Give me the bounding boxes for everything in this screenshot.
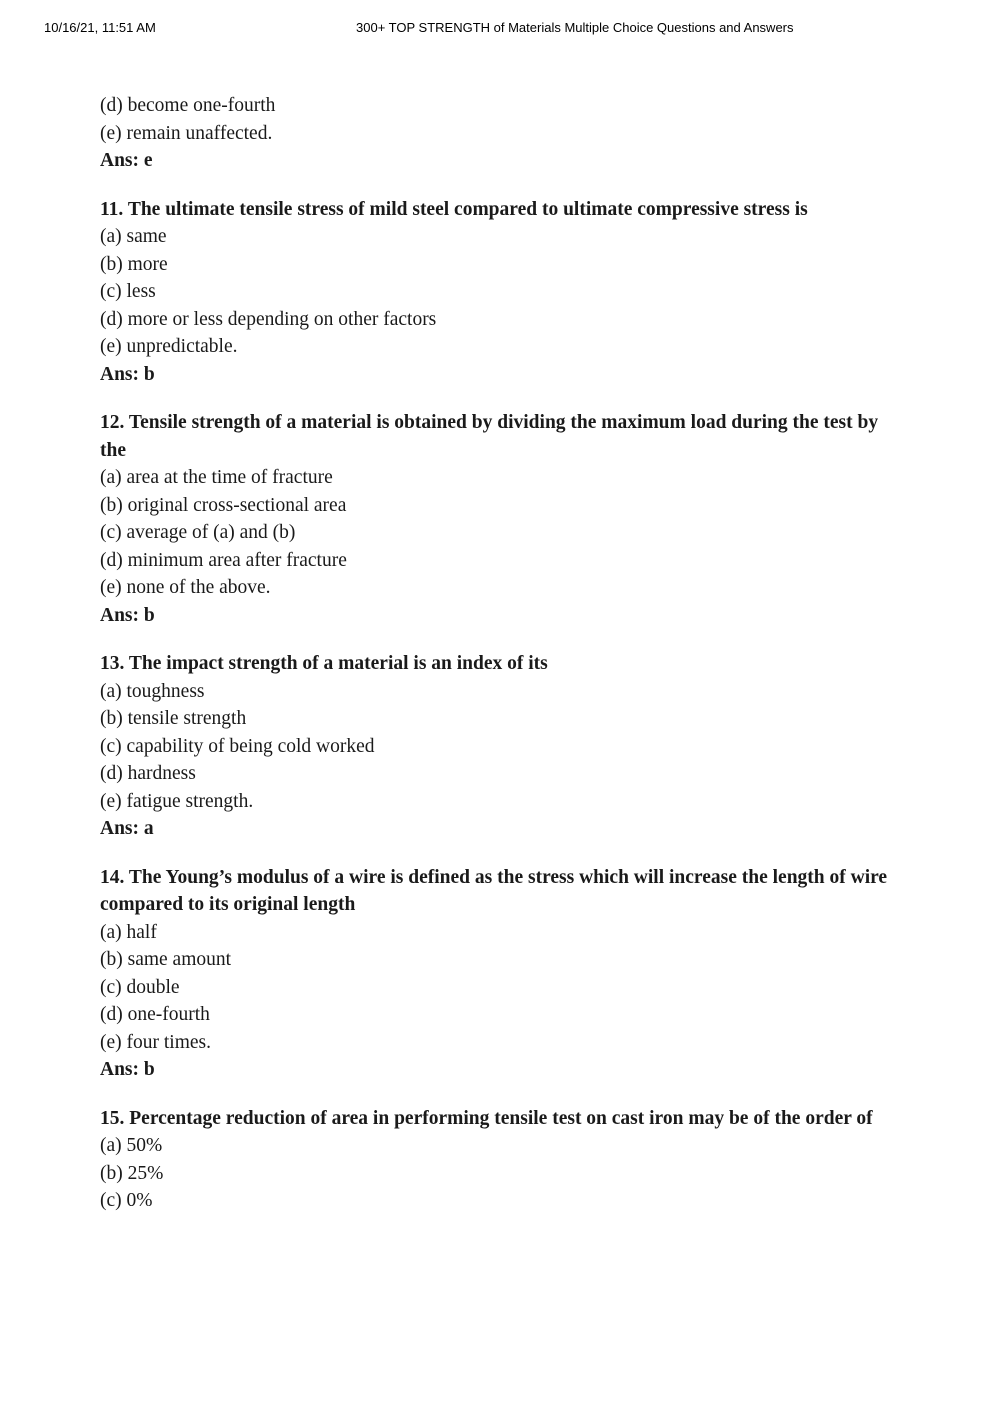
option-e: (e) four times. bbox=[100, 1031, 212, 1053]
option-d: (d) hardness bbox=[100, 763, 196, 784]
question-block-13 bbox=[100, 650, 892, 843]
option-b: (b) more bbox=[100, 253, 168, 275]
print-header bbox=[0, 0, 992, 40]
option-d: (d) more or less depending on other factors bbox=[100, 308, 437, 330]
question-text: 13. The impact strength of a material is an index of its bbox=[100, 653, 548, 674]
option-a: (a) same bbox=[100, 226, 167, 247]
option-a: (a) area at the time of fracture bbox=[100, 467, 333, 488]
option-e: (e) fatigue strength. bbox=[100, 790, 254, 812]
question-text: 14. The Young’s modulus of a wire is defined as the stress which will increase the length of wire compared to its original length bbox=[100, 866, 888, 915]
option-a: (a) half bbox=[100, 921, 157, 943]
question-text: 11. The ultimate tensile stress of mild steel compared to ultimate compressive stress is bbox=[100, 198, 808, 220]
question-block-15 bbox=[100, 1105, 892, 1215]
option-c: (c) capability of being cold worked bbox=[100, 735, 375, 757]
answer-line: Ans: a bbox=[100, 818, 154, 839]
option-e: (e) none of the above. bbox=[100, 577, 271, 598]
option-b: (b) original cross-sectional area bbox=[100, 494, 347, 516]
option-d: (d) one-fourth bbox=[100, 1004, 210, 1025]
question-fragment bbox=[100, 92, 892, 175]
option-c: (c) 0% bbox=[100, 1190, 153, 1211]
answer-line: Ans: b bbox=[100, 604, 155, 626]
option-b: (b) same amount bbox=[100, 949, 232, 970]
answer-line: Ans: e bbox=[100, 150, 153, 171]
option-c: (c) less bbox=[100, 281, 156, 302]
print-timestamp: 10/16/21, 11:51 AM bbox=[44, 20, 156, 35]
option-b: (b) 25% bbox=[100, 1162, 164, 1184]
question-block-11 bbox=[100, 196, 892, 389]
question-block-14 bbox=[100, 864, 892, 1084]
answer-line: Ans: b bbox=[100, 363, 155, 385]
question-text: 12. Tensile strength of a material is obtained by dividing the maximum load during the test by the bbox=[100, 412, 879, 461]
option-a: (a) toughness bbox=[100, 680, 205, 702]
question-block-12 bbox=[100, 409, 892, 629]
option-e: (e) unpredictable. bbox=[100, 336, 238, 357]
document-title: 300+ TOP STRENGTH of Materials Multiple Choice Questions and Answers bbox=[356, 20, 794, 35]
option-b: (b) tensile strength bbox=[100, 708, 247, 729]
option-a: (a) 50% bbox=[100, 1135, 163, 1156]
document-content bbox=[100, 92, 892, 1215]
option-c: (c) average of (a) and (b) bbox=[100, 522, 296, 543]
option-e: (e) remain unaffected. bbox=[100, 122, 273, 144]
answer-line: Ans: b bbox=[100, 1059, 155, 1080]
option-c: (c) double bbox=[100, 976, 180, 998]
option-d: (d) minimum area after fracture bbox=[100, 549, 347, 571]
question-text: 15. Percentage reduction of area in performing tensile test on cast iron may be of the order of bbox=[100, 1107, 873, 1129]
option-d: (d) become one-fourth bbox=[100, 95, 276, 116]
